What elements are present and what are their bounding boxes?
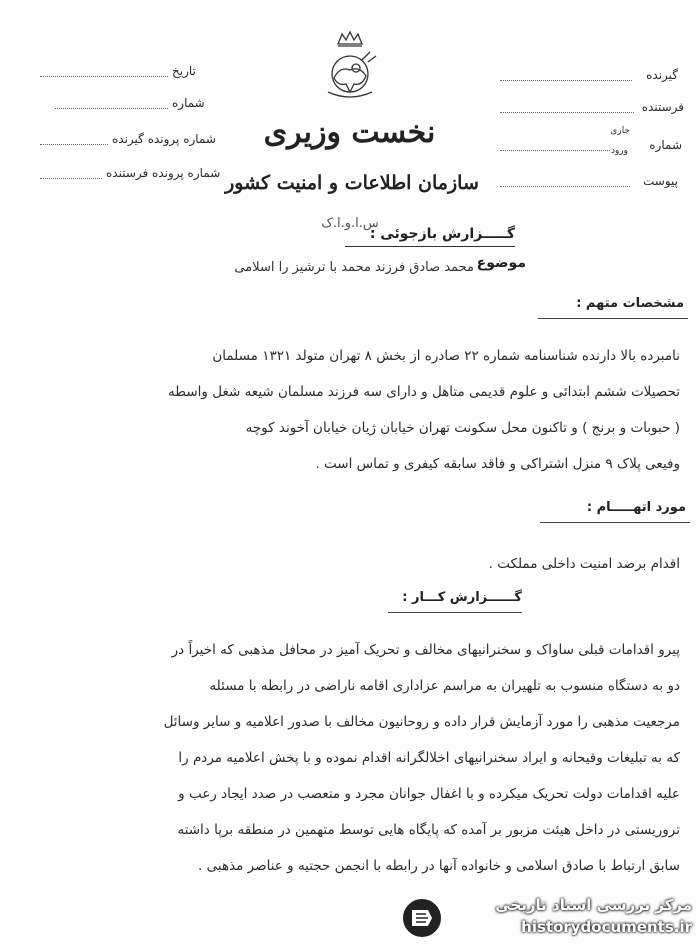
- recipient-line: [500, 80, 632, 81]
- paragraph-line: تروریستی در داخل هیئت مزبور بر آمده که پایگاه هایی توسط متهمین در منطقه برپا داشته: [177, 822, 680, 838]
- date-label: تاریخ: [172, 64, 196, 78]
- paragraph-line: سابق ارتباط با صادق اسلامی و خانواده آنها در رابطه با انجمن حجتیه و عناصر مذهبی .: [198, 858, 680, 874]
- subject-value: محمد صادق فرزند محمد با ترشیز را اسلامی: [234, 260, 474, 275]
- report-title: گـــــزارش بازجوئی :: [369, 226, 515, 242]
- paragraph-line: دو به دستگاه منسوب به تلهیران به مراسم عزاداری اقامه ناراضی در رابطه با مسئله: [209, 678, 680, 694]
- subject-label: موضوع: [476, 255, 526, 271]
- paragraph-line: تحصیلات ششم ابتدائی و علوم قدیمی متاهل و دارای سه فرزند مسلمان شیعه شغل واسطه: [168, 384, 680, 400]
- paragraph-line: مرجعیت مذهبی را مورد آزمایش قرار داده و روحانیون مخالف با صدور اعلامیه و سایر وسائل: [163, 714, 680, 730]
- agency-title: سازمان اطلاعات و امنیت کشور: [225, 172, 479, 194]
- paragraph-line: نامبرده بالا دارنده شناسنامه شماره ۲۲ صادره از بخش ۸ تهران متولد ۱۳۲۱ مسلمان: [212, 348, 680, 364]
- section-rule-defendant-details: [538, 318, 688, 319]
- paragraph-line: اقدام برضد امنیت داخلی مملکت .: [488, 556, 680, 572]
- sender-label: فرستنده: [641, 100, 684, 114]
- recipient-file-label: شماره پرونده گیرنده: [112, 132, 216, 146]
- archive-logo-icon: [400, 896, 444, 940]
- section-title-defendant-details: مشخصات متهم :: [576, 296, 684, 311]
- watermark-text: مرکز بررسی اسناد تاریخی: [495, 896, 692, 914]
- paragraph-line: وفیعی پلاک ۹ منزل اشتراکی و فاقد سابقه کیفری و تماس است .: [315, 456, 680, 472]
- section-rule-work-report: [388, 612, 522, 613]
- attachment-label: پیوست: [643, 174, 678, 188]
- defendant-details-paragraph: [40, 338, 680, 482]
- sender-line: [500, 112, 634, 113]
- watermark: [400, 892, 692, 944]
- number-sub-current: جاری: [610, 126, 630, 136]
- number-line-right: [500, 150, 610, 151]
- paragraph-line: که به تبلیغات وقیحانه و ایراد سخنرانیهای اخلالگرانه اقدام نموده و با پخش اعلامیه مردم را: [178, 750, 680, 766]
- agency-abbrev: س.ا.و.ا.ک: [321, 216, 379, 231]
- watermark-url: historydocuments.ir: [521, 918, 692, 936]
- recipient-file-line: [40, 144, 108, 145]
- date-line: [40, 76, 168, 77]
- section-rule-charge: [540, 522, 690, 523]
- recipient-label: گیرنده: [646, 68, 678, 82]
- report-title-underline: [345, 246, 515, 247]
- number-line-left: [55, 108, 168, 109]
- attachment-line: [500, 186, 630, 187]
- section-title-charge: مورد اتهـــــام :: [586, 500, 686, 515]
- section-title-work-report: گــــــزارش کـــار :: [402, 590, 522, 605]
- paragraph-line: پیرو اقدامات قبلی ساواک و سخنرانیهای مخالف و تحریک آمیز در محافل مذهبی که اخیراً در: [171, 642, 680, 658]
- sender-file-label: شماره پرونده فرستنده: [106, 166, 221, 180]
- paragraph-line: علیه اقدامات دولت تحریک میکرده و با اغفال جوانان مجرد و متعصب در صدد ایجاد رعب و: [178, 786, 680, 802]
- ministry-title: نخست وزیری: [263, 115, 436, 150]
- work-report-paragraph: [40, 632, 680, 884]
- paragraph-line: ( حبوبات و برنج ) و تاکنون محل سکونت تهران خیابان ژیان خیابان آخوند کوچه: [245, 420, 680, 436]
- charge-paragraph: [40, 546, 680, 582]
- lion-and-sun-emblem-icon: [310, 30, 390, 110]
- number-label-left: شماره: [172, 96, 205, 110]
- number-sub-entry: ورود: [610, 146, 628, 156]
- sender-file-line: [40, 178, 102, 179]
- number-label-right: شماره: [649, 138, 682, 152]
